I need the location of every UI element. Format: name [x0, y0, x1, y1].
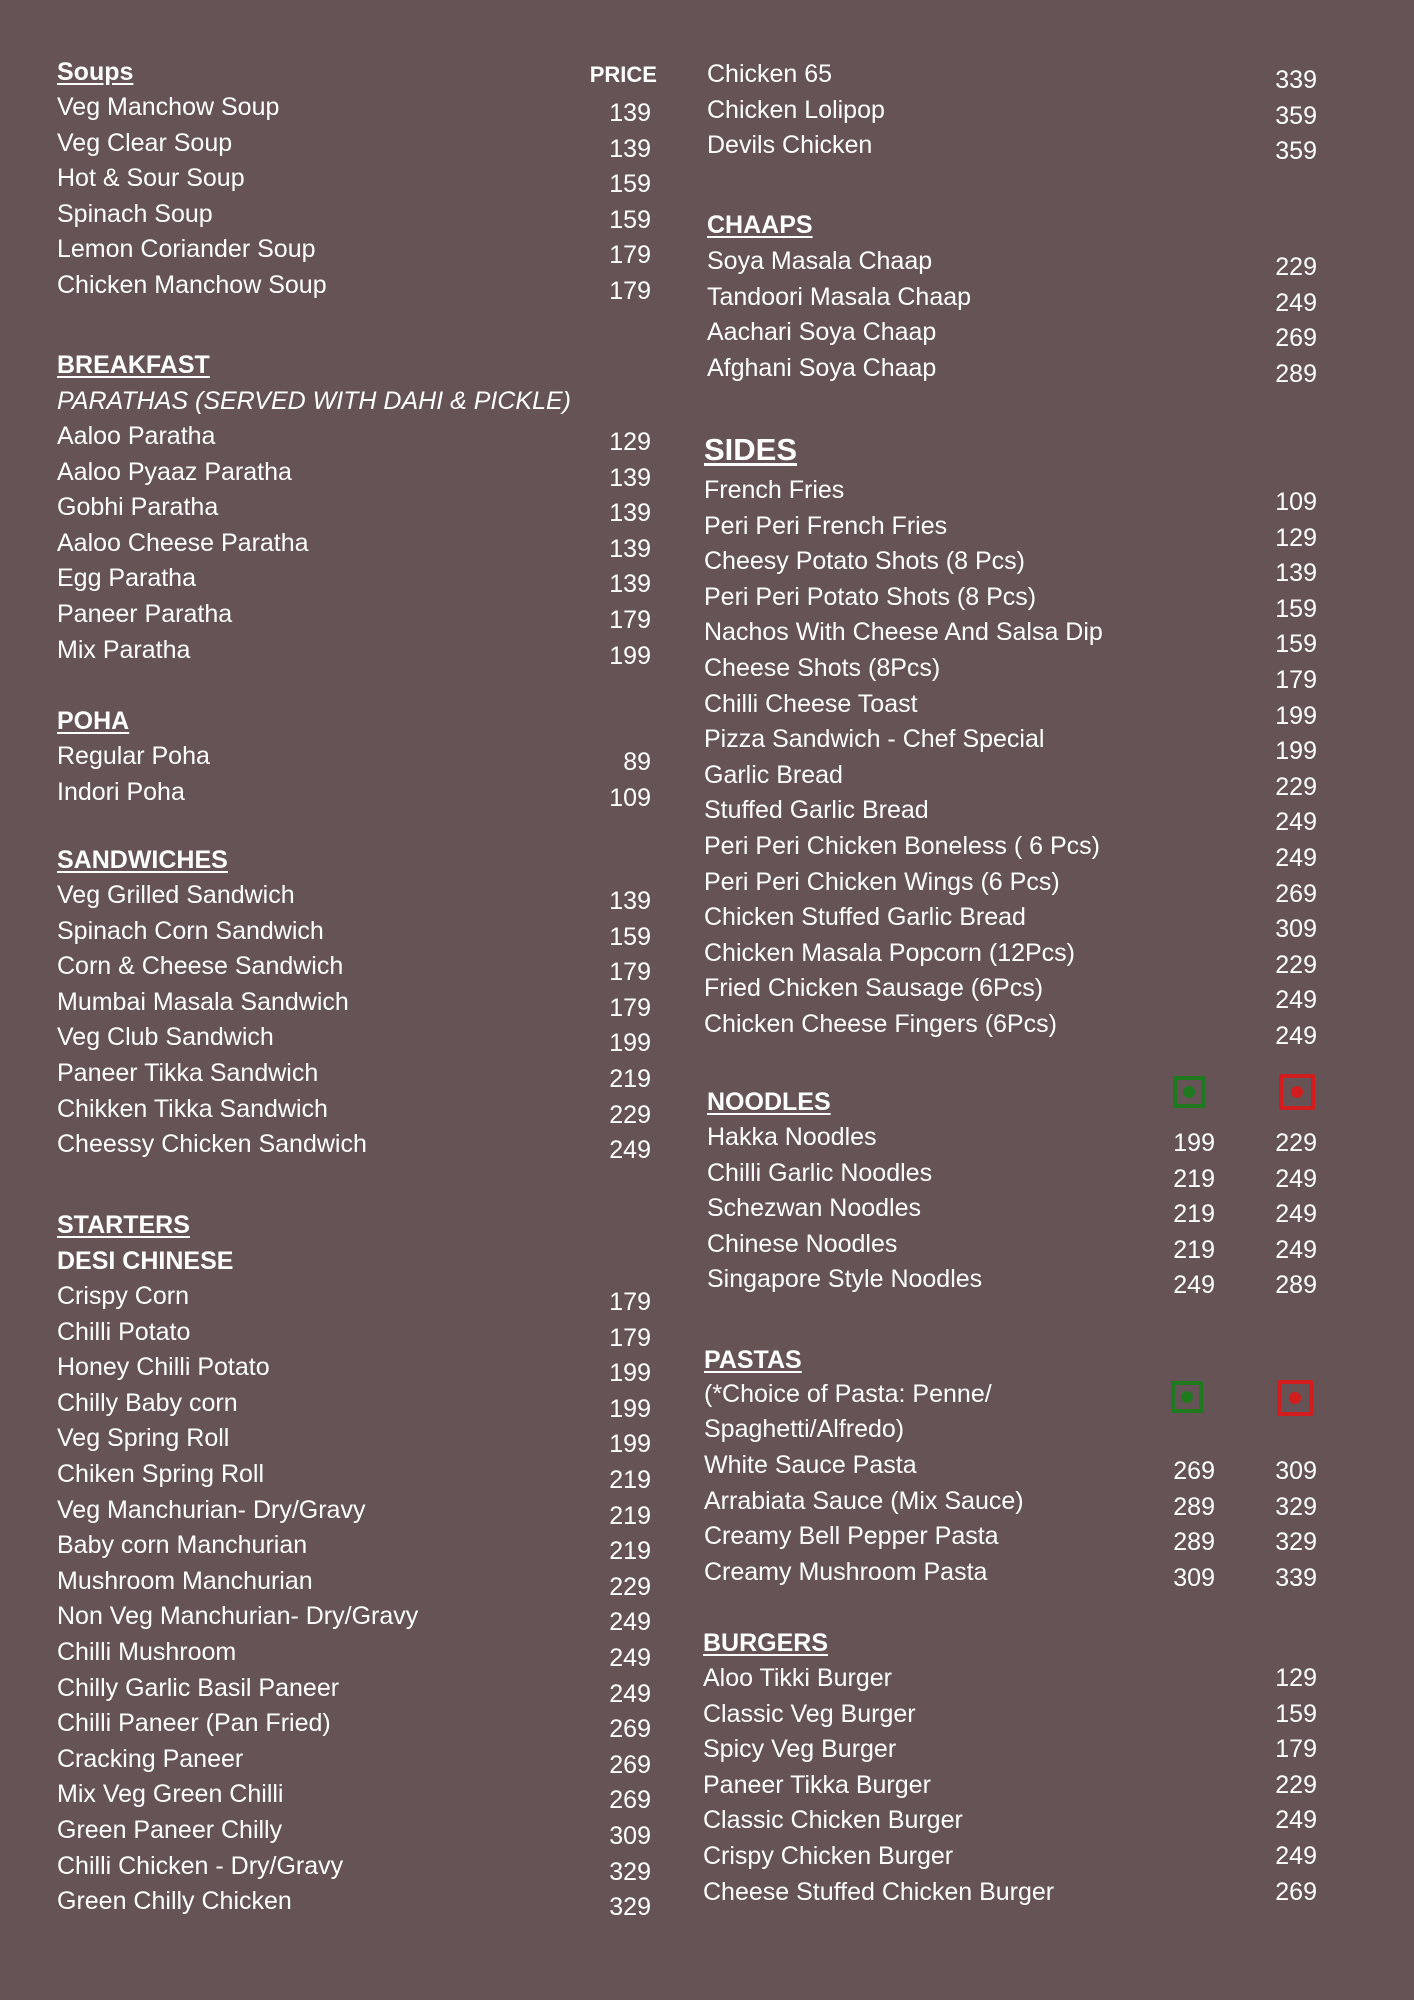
item-name: Chilly Garlic Basil Paneer: [57, 1673, 340, 1702]
item-price: 139: [609, 570, 651, 599]
section-subtitle-parathas: PARATHAS (SERVED WITH DAHI & PICKLE): [57, 387, 571, 415]
sides-menu-item: [704, 938, 1317, 979]
item-price: 249: [1275, 1842, 1317, 1870]
item-name: Green Paneer Chilly: [57, 1816, 283, 1844]
item-price: 249: [1275, 986, 1317, 1015]
item-price: 309: [609, 1822, 651, 1850]
item-price-nonveg: 249: [1275, 1164, 1317, 1193]
item-name: Spinach Corn Sandwich: [57, 916, 324, 945]
section-title-starters: STARTERS: [57, 1211, 190, 1239]
item-price: 139: [609, 887, 651, 915]
item-price: 249: [1275, 1022, 1317, 1050]
item-name: Lemon Coriander Soup: [57, 235, 316, 264]
item-name: Chilli Paneer (Pan Fried): [57, 1709, 331, 1738]
starters-menu-item: [57, 1816, 651, 1848]
chaaps-menu-item: [707, 247, 1317, 279]
item-price: 139: [609, 499, 651, 528]
item-name: Spinach Soup: [57, 199, 213, 228]
item-price: 249: [609, 1136, 651, 1165]
item-price: 229: [609, 1100, 651, 1129]
noodles-menu-item: [707, 1194, 1317, 1229]
item-price-nonveg: 249: [1275, 1235, 1317, 1264]
item-price: 159: [609, 170, 651, 199]
soups-menu-item: [57, 129, 651, 161]
burgers-menu-item: [703, 1700, 1317, 1732]
item-name: Chicken Manchow Soup: [57, 271, 327, 299]
breakfast-menu-item: [57, 636, 651, 668]
sandwiches-menu-item: [57, 881, 651, 913]
item-price: 89: [623, 748, 651, 776]
starters-menu-item: [57, 1496, 651, 1528]
item-price: 179: [609, 606, 651, 634]
item-price: 109: [1275, 488, 1317, 516]
starters-menu-item: [57, 1353, 651, 1388]
item-name: Corn & Cheese Sandwich: [57, 952, 344, 981]
item-name: Fried Chicken Sausage (6Pcs): [704, 974, 1044, 1003]
item-price: 139: [609, 134, 651, 163]
poha-menu-item: [57, 742, 651, 774]
item-price: 199: [1275, 701, 1317, 730]
starters-menu-item: [57, 1567, 651, 1599]
item-name: Crispy Corn: [57, 1282, 189, 1310]
sides-menu-item: [704, 582, 1317, 623]
item-name: Non Veg Manchurian- Dry/Gravy: [57, 1602, 419, 1631]
noodles-menu-item: [707, 1230, 1317, 1262]
starters-menu-item: [57, 1318, 651, 1350]
sides-menu-item: [704, 654, 1317, 694]
item-name: Chikken Tikka Sandwich: [57, 1094, 328, 1123]
starters-menu-item: [57, 1852, 651, 1884]
item-name: Veg Manchurian- Dry/Gravy: [57, 1495, 366, 1524]
item-name: Aaloo Pyaaz Paratha: [57, 457, 292, 486]
sides-menu-item: [704, 476, 1317, 516]
section-title-chaaps: CHAAPS: [707, 211, 813, 239]
item-name: Hot & Sour Soup: [57, 164, 245, 193]
item-name: Aaloo Paratha: [57, 422, 216, 450]
item-price-veg: 249: [1173, 1271, 1215, 1300]
item-name: Crispy Chicken Burger: [703, 1842, 954, 1870]
sides-menu-item: [704, 760, 1317, 801]
item-price: 249: [609, 1644, 651, 1672]
item-price: 249: [609, 1679, 651, 1708]
item-name: Creamy Bell Pepper Pasta: [704, 1522, 999, 1551]
breakfast-menu-item: [57, 493, 651, 528]
item-name: Chicken Cheese Fingers (6Pcs): [704, 1010, 1057, 1038]
item-name: Schezwan Noodles: [707, 1194, 922, 1223]
item-name: Spicy Veg Burger: [703, 1735, 897, 1764]
item-price: 159: [609, 205, 651, 234]
item-price-nonveg: 339: [1275, 1563, 1317, 1592]
starters-cont-menu-item: [707, 60, 1317, 92]
item-name: Classic Veg Burger: [703, 1699, 916, 1728]
burgers-menu-item: [703, 1878, 1317, 1910]
soups-menu-item: [57, 200, 651, 232]
item-name: Chilli Potato: [57, 1317, 191, 1346]
pasta-choice-note-cont: Spaghetti/Alfredo): [704, 1415, 905, 1443]
item-price-veg: 289: [1173, 1528, 1215, 1557]
item-name: Peri Peri Potato Shots (8 Pcs): [704, 582, 1037, 611]
item-price: 269: [609, 1786, 651, 1815]
item-price: 179: [609, 241, 651, 270]
noodles-menu-item: [707, 1159, 1317, 1191]
starters-menu-item: [57, 1531, 651, 1566]
item-price: 129: [609, 428, 651, 456]
sides-menu-item: [704, 689, 1317, 730]
item-name: Chinese Noodles: [707, 1229, 898, 1258]
item-name: Chilli Garlic Noodles: [707, 1158, 933, 1187]
sides-menu-item: [704, 867, 1317, 908]
sides-menu-item: [704, 832, 1317, 872]
item-price: 269: [609, 1715, 651, 1744]
section-title-noodles: NOODLES: [707, 1088, 831, 1116]
item-name: Mushroom Manchurian: [57, 1566, 313, 1595]
pastas-menu-item: [704, 1558, 1317, 1590]
starters-menu-item: [57, 1745, 651, 1777]
item-price: 339: [1275, 66, 1317, 94]
item-name: Pizza Sandwich - Chef Special: [704, 725, 1045, 754]
item-name: Cheese Stuffed Chicken Burger: [703, 1877, 1055, 1906]
item-name: Chicken Stuffed Garlic Bread: [704, 903, 1026, 932]
item-price: 179: [1275, 1735, 1317, 1764]
item-name: Tandoori Masala Chaap: [707, 282, 972, 311]
item-price: 249: [1275, 808, 1317, 837]
item-price: 179: [609, 993, 651, 1022]
veg-indicator-icon: [1173, 1076, 1205, 1108]
starters-menu-item: [57, 1460, 651, 1492]
item-name: Indori Poha: [57, 777, 185, 806]
section-title-pastas: PASTAS: [704, 1346, 802, 1374]
item-name: Chiken Spring Roll: [57, 1460, 265, 1488]
item-name: Green Chilly Chicken: [57, 1887, 292, 1916]
item-price-nonveg: 229: [1275, 1129, 1317, 1157]
item-name: Egg Paratha: [57, 564, 196, 593]
item-price: 199: [609, 1394, 651, 1423]
item-name: Cheese Shots (8Pcs): [704, 654, 941, 682]
item-price: 159: [609, 922, 651, 951]
item-name: Veg Clear Soup: [57, 128, 233, 157]
item-price: 269: [609, 1750, 651, 1779]
item-name: Chilly Baby corn: [57, 1388, 238, 1417]
sandwiches-menu-item: [57, 988, 651, 1020]
item-name: Garlic Bread: [704, 760, 843, 789]
item-name: Mix Veg Green Chilli: [57, 1780, 284, 1809]
item-price: 199: [609, 1029, 651, 1058]
item-name: Aaloo Cheese Paratha: [57, 528, 309, 557]
item-name: Cheessy Chicken Sandwich: [57, 1130, 367, 1159]
item-name: Peri Peri Chicken Wings (6 Pcs): [704, 867, 1060, 896]
item-price: 229: [1275, 950, 1317, 979]
item-price-veg: 219: [1173, 1235, 1215, 1264]
item-price-veg: 219: [1173, 1200, 1215, 1229]
item-price: 159: [1275, 1699, 1317, 1728]
item-price-nonveg: 329: [1275, 1492, 1317, 1521]
pasta-choice-note: (*Choice of Pasta: Penne/: [704, 1380, 992, 1408]
item-name: Chilli Cheese Toast: [704, 689, 918, 718]
section-title-sides: SIDES: [704, 432, 798, 467]
item-price-nonveg: 329: [1275, 1528, 1317, 1557]
item-price: 249: [1275, 1806, 1317, 1835]
item-price: 359: [1275, 101, 1317, 130]
soups-menu-item: [57, 164, 651, 199]
item-name: Veg Spring Roll: [57, 1424, 230, 1453]
item-name: Regular Poha: [57, 742, 210, 770]
item-price: 139: [609, 99, 651, 127]
item-name: Singapore Style Noodles: [707, 1265, 983, 1294]
item-price: 309: [1275, 915, 1317, 944]
item-name: White Sauce Pasta: [704, 1451, 917, 1479]
starters-menu-item: [57, 1638, 651, 1670]
item-name: Paneer Paratha: [57, 600, 233, 628]
sides-menu-item: [704, 903, 1317, 944]
item-price: 129: [1275, 1664, 1317, 1692]
item-price: 179: [609, 1288, 651, 1316]
nonveg-indicator-icon: [1277, 1380, 1313, 1416]
item-price: 219: [609, 1065, 651, 1093]
item-price: 179: [1275, 666, 1317, 694]
sides-menu-item: [704, 974, 1317, 1015]
item-name: Gobhi Paratha: [57, 493, 219, 522]
item-name: Afghani Soya Chaap: [707, 353, 937, 382]
item-price-nonveg: 249: [1275, 1200, 1317, 1229]
item-price: 219: [609, 1537, 651, 1566]
item-name: Chicken 65: [707, 60, 833, 88]
item-name: Paneer Tikka Sandwich: [57, 1059, 319, 1087]
item-name: Stuffed Garlic Bread: [704, 796, 929, 825]
sandwiches-menu-item: [57, 1130, 651, 1165]
breakfast-menu-item: [57, 529, 651, 561]
item-price: 249: [1275, 288, 1317, 317]
item-price: 269: [1275, 324, 1317, 353]
item-price-veg: 219: [1173, 1164, 1215, 1193]
soups-menu-item: [57, 271, 651, 303]
sides-menu-item: [704, 796, 1317, 837]
sandwiches-menu-item: [57, 1023, 651, 1058]
item-name: Aachari Soya Chaap: [707, 318, 937, 347]
item-price: 159: [1275, 594, 1317, 623]
breakfast-menu-item: [57, 422, 651, 454]
item-price: 229: [609, 1572, 651, 1601]
item-price: 199: [609, 1359, 651, 1388]
veg-indicator-icon: [1171, 1381, 1203, 1413]
starters-menu-item: [57, 1709, 651, 1744]
item-name: Arrabiata Sauce (Mix Sauce): [704, 1486, 1024, 1515]
burgers-menu-item: [703, 1735, 1317, 1767]
item-price: 229: [1275, 772, 1317, 801]
item-name: Mumbai Masala Sandwich: [57, 987, 349, 1016]
sandwiches-menu-item: [57, 1095, 651, 1127]
item-name: Aloo Tikki Burger: [703, 1664, 892, 1692]
chaaps-menu-item: [707, 318, 1317, 353]
item-price-veg: 309: [1173, 1563, 1215, 1592]
sandwiches-menu-item: [57, 1059, 651, 1091]
item-price: 139: [609, 463, 651, 492]
item-price: 199: [609, 641, 651, 670]
item-name: Mix Paratha: [57, 635, 191, 664]
item-name: Classic Chicken Burger: [703, 1806, 963, 1835]
item-price: 359: [1275, 137, 1317, 166]
soups-menu-item: [57, 93, 651, 125]
item-price-veg: 199: [1173, 1129, 1215, 1157]
item-name: Devils Chicken: [707, 131, 873, 160]
item-price: 139: [609, 534, 651, 563]
item-price: 289: [1275, 359, 1317, 388]
item-price-nonveg: 309: [1275, 1457, 1317, 1485]
item-name: Chicken Lolipop: [707, 95, 885, 124]
item-price-nonveg: 289: [1275, 1271, 1317, 1300]
burgers-menu-item: [703, 1664, 1317, 1696]
item-name: Creamy Mushroom Pasta: [704, 1557, 988, 1586]
item-price: 199: [609, 1430, 651, 1459]
item-name: Baby corn Manchurian: [57, 1531, 308, 1560]
item-name: Honey Chilli Potato: [57, 1353, 270, 1382]
item-price: 329: [609, 1893, 651, 1922]
breakfast-menu-item: [57, 458, 651, 490]
starters-menu-item: [57, 1887, 651, 1922]
item-name: Peri Peri Chicken Boneless ( 6 Pcs): [704, 832, 1100, 860]
burgers-menu-item: [703, 1771, 1317, 1803]
item-price: 179: [609, 1323, 651, 1352]
item-name: Nachos With Cheese And Salsa Dip: [704, 618, 1103, 647]
poha-menu-item: [57, 778, 651, 810]
noodles-menu-item: [707, 1265, 1317, 1300]
soups-menu-item: [57, 235, 651, 270]
item-price: 249: [1275, 844, 1317, 872]
item-price: 159: [1275, 630, 1317, 659]
starters-cont-menu-item: [707, 96, 1317, 128]
item-name: Chilli Chicken - Dry/Gravy: [57, 1851, 344, 1880]
item-price: 199: [1275, 737, 1317, 766]
chaaps-menu-item: [707, 283, 1317, 315]
sides-menu-item: [704, 547, 1317, 588]
burgers-menu-item: [703, 1842, 1317, 1874]
starters-menu-item: [57, 1674, 651, 1706]
section-title-soups: Soups: [57, 58, 134, 86]
sandwiches-menu-item: [57, 917, 651, 949]
pastas-menu-item: [704, 1522, 1317, 1557]
starters-menu-item: [57, 1389, 651, 1421]
item-price: 229: [1275, 1770, 1317, 1799]
price-column-header: PRICE: [589, 62, 657, 87]
item-name: Veg Manchow Soup: [57, 93, 280, 121]
item-price: 229: [1275, 253, 1317, 281]
item-price: 269: [1275, 879, 1317, 908]
item-price: 219: [609, 1466, 651, 1494]
noodles-menu-item: [707, 1123, 1317, 1155]
item-price: 219: [609, 1501, 651, 1530]
item-name: French Fries: [704, 476, 845, 504]
sides-menu-item: [704, 618, 1317, 659]
item-price: 269: [1275, 1877, 1317, 1906]
starters-menu-item: [57, 1602, 651, 1637]
item-price-veg: 289: [1173, 1492, 1215, 1521]
item-name: Chicken Masala Popcorn (12Pcs): [704, 938, 1075, 967]
pastas-menu-item: [704, 1451, 1317, 1483]
section-subtitle-desi-chinese: DESI CHINESE: [57, 1247, 234, 1275]
burgers-menu-item: [703, 1806, 1317, 1838]
item-name: Chilli Mushroom: [57, 1638, 237, 1666]
item-name: Veg Club Sandwich: [57, 1023, 274, 1052]
item-price: 329: [609, 1857, 651, 1886]
chaaps-menu-item: [707, 354, 1317, 386]
pastas-menu-item: [704, 1487, 1317, 1519]
item-price: 249: [609, 1608, 651, 1637]
item-price: 139: [1275, 559, 1317, 588]
starters-cont-menu-item: [707, 131, 1317, 166]
sides-menu-item: [704, 511, 1317, 552]
item-price: 129: [1275, 523, 1317, 552]
item-name: Cheesy Potato Shots (8 Pcs): [704, 547, 1025, 576]
section-title-breakfast: BREAKFAST: [57, 351, 210, 379]
item-name: Veg Grilled Sandwich: [57, 881, 295, 909]
section-title-burgers: BURGERS: [703, 1629, 829, 1657]
item-price: 179: [609, 277, 651, 305]
sides-menu-item: [704, 1010, 1317, 1050]
starters-menu-item: [57, 1424, 651, 1459]
sides-menu-item: [704, 725, 1317, 766]
starters-menu-item: [57, 1282, 651, 1314]
item-name: Hakka Noodles: [707, 1123, 877, 1151]
breakfast-menu-item: [57, 600, 651, 632]
item-price-veg: 269: [1173, 1457, 1215, 1485]
section-title-poha: POHA: [57, 707, 130, 735]
item-name: Cracking Paneer: [57, 1744, 244, 1773]
nonveg-indicator-icon: [1279, 1074, 1315, 1110]
sandwiches-menu-item: [57, 952, 651, 987]
item-name: Soya Masala Chaap: [707, 247, 933, 275]
section-title-sandwiches: SANDWICHES: [57, 846, 228, 874]
breakfast-menu-item: [57, 564, 651, 599]
item-price: 109: [609, 783, 651, 812]
item-name: Paneer Tikka Burger: [703, 1770, 931, 1799]
item-name: Peri Peri French Fries: [704, 511, 948, 540]
starters-menu-item: [57, 1780, 651, 1815]
item-price: 179: [609, 958, 651, 987]
